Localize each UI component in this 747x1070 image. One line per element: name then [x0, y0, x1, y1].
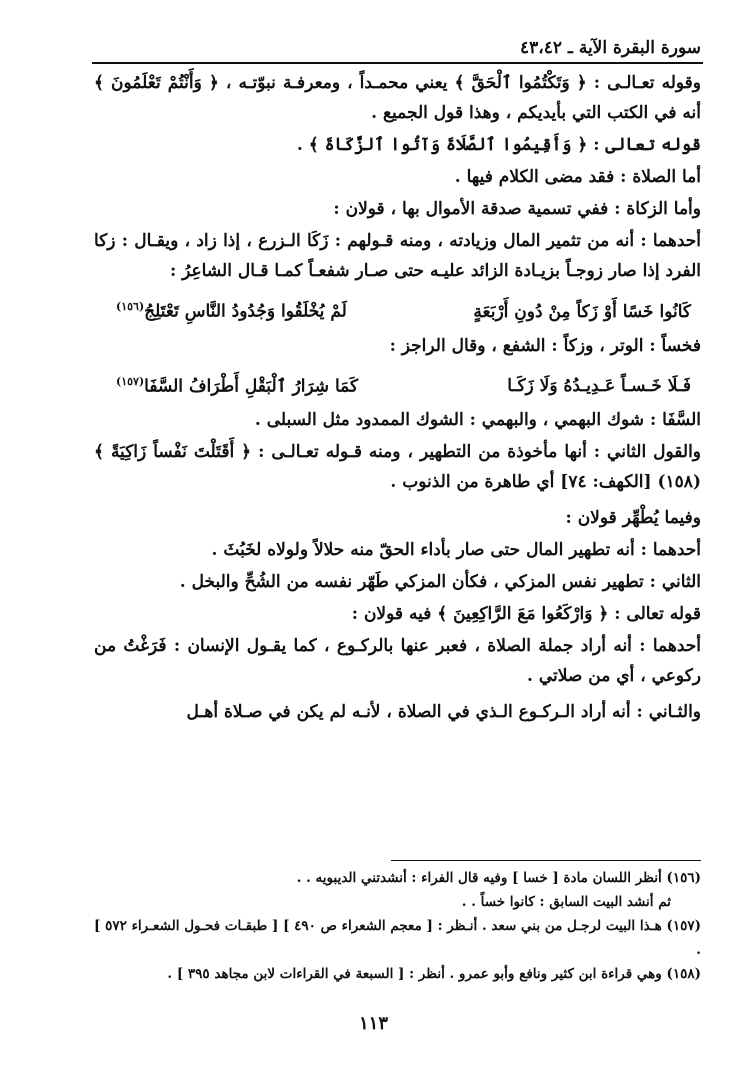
paragraph: فخساً : الوتر ، وزكاً : الشفع ، وقال الراجز :	[389, 335, 701, 356]
footnote: (١٥٧) هـذا البيت لرجـل من بني سعد . أنـظر : [ معجم الشعراء ص ٤٩٠ ] [ طبقـات فحـول الشعـراء ٥٧٢ ] .	[94, 918, 701, 958]
footnote: ثم أنشد البيت السابق : كانوا خساً . .	[461, 894, 671, 910]
running-header	[92, 38, 703, 64]
paragraph: أما الصلاة : فقد مضى الكلام فيها .	[454, 167, 701, 187]
paragraph: قوله تعالى : ﴿ وَارْكَعُوا مَعَ الرَّاكِعِينَ ﴾ فيه قولان :	[351, 604, 701, 625]
page-number: ١١٣	[358, 1013, 388, 1034]
paragraph: السَّفَا : شوك البهمي ، والبهمي : الشوك الممدود مثل السبلى .	[254, 410, 701, 431]
verse-hemistich: فَـلَا خَـسـاً عَـدِيـدُهُ وَلَا زَكَـا	[507, 376, 691, 397]
verse-hemistich	[94, 367, 358, 402]
header-title: سورة البقرة الآية ـ ٤٣،٤٢	[520, 38, 701, 58]
verse-hemistich	[94, 292, 347, 327]
footnotes	[94, 866, 701, 986]
paragraph: وقوله تعـالـى : ﴿ وَتَكْتُمُوا ٱلْحَقَّ ﴾ يعني محمـداً ، ومعرفـة نبوّتـه ، ﴿ وَأَنْتُمْ تَعْلَمُونَ ﴾ أنه في الكتب التي بأيديكم ، وهذا قول الجميع .	[94, 73, 701, 123]
footnote-separator	[391, 860, 701, 861]
paragraph: قوله تعالى : ﴿ وَأَقِيمُوا ٱلصَّلَاةَ وَآتُوا ٱلزَّكَاةَ ﴾ .	[296, 135, 701, 155]
paragraph: والثـاني : أنه أراد الـركـوع الـذي في الصلاة ، لأنـه لم يكن في صـلاة أهـل	[186, 702, 701, 723]
footnote: (١٥٨) وهي قراءة ابن كثير ونافع وأبو عمرو . أنظر : [ السبعة في القراءات لابن مجاهد ٣٩٥ ] .	[167, 966, 701, 982]
verse-hemistich-text: كَمَا شِرَارُ ٱلْبَقْلِ أَطْرَافُ السَّفَا	[144, 376, 359, 397]
footnote-ref: (١٥٦)	[116, 300, 145, 313]
footnote: (١٥٦) أنظر اللسان مادة [ خسا ] وفيه قال الفراء : أنشدتني الديبويه . .	[296, 870, 701, 886]
footnote-ref: (١٥٧)	[116, 374, 145, 388]
poem-verse	[94, 292, 691, 327]
paragraph: أحدهما : أنه تطهير المال حتى صار بأداء الحقّ منه حلالاً ولولاه لخَبُثَ .	[211, 540, 701, 561]
poem-verse	[94, 367, 691, 402]
paragraph: والقول الثاني : أنها مأخوذة من التطهير ، ومنه قـوله تعـالـى : ﴿ أَقَتَلْتَ نَفْساً زَاكِيَةً ﴾(١٥٨) [الكهف: ٧٤] أي طاهرة من الذنوب .	[94, 442, 701, 493]
paragraph: أحدهما : أنه من تثمير المال وزيادته ، ومنه قـولهم : زَكَا الـزرع ، إذا زاد ، ويقـال : زكا الفرد إذا صار زوجـاً بزيـادة الزائد عليـه حتى صـار شفعـاً كمـا قـال الشاعِرُ :	[94, 231, 701, 281]
paragraph: الثاني : تطهير نفس المزكي ، فكأن المزكي طَهّر نفسه من الشُحِّ والبخل .	[179, 572, 701, 593]
verse-hemistich: كَانُوا خَسًا أَوْ زَكاً مِنْ دُونِ أَرْبَعَةٍ	[473, 301, 691, 322]
paragraph: وفيما يُطْهِّر قولان :	[565, 508, 701, 529]
paragraph: وأما الزكاة : ففي تسمية صدقة الأموال بها ، قولان :	[333, 199, 701, 219]
verse-hemistich-text: لَمْ يُخْلَقُوا وَجُدُودُ النَّاسِ تَعْتَلِجُ	[144, 301, 347, 322]
paragraph: أحدهما : أنه أراد جملة الصلاة ، فعبر عنها بالركـوع ، كما يقـول الإنسان : فَرَغْتُ من ركوعي ، أي من صلاتي .	[94, 636, 701, 687]
main-text	[94, 68, 701, 729]
